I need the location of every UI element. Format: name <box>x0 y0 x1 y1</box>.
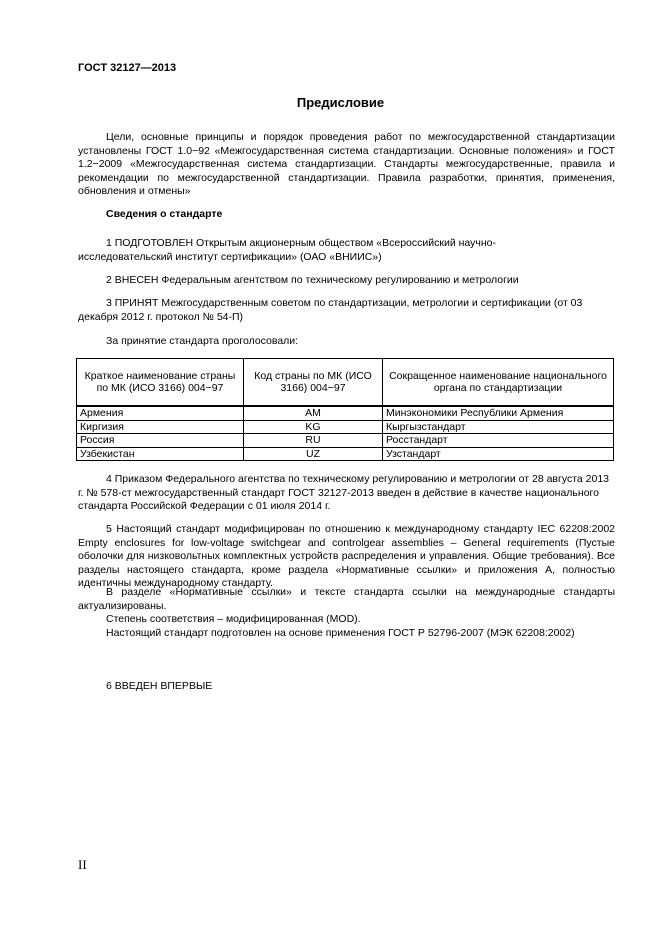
code-cell: RU <box>244 434 383 448</box>
item-3-paragraph: 3 ПРИНЯТ Межгосударственным советом по стандартизации, метрологии и сертификации (от 03 декабря 2012 г. протокол № 54-П) <box>78 297 583 323</box>
item-5-basis-paragraph: Настоящий стандарт подготовлен на основе применения ГОСТ Р 52796-2007 (МЭК 62208:2002) <box>106 627 575 639</box>
country-cell: Узбекистан <box>77 447 244 461</box>
body-cell: Кыргызстандарт <box>383 420 614 434</box>
table-row <box>77 406 614 420</box>
item-5-refs-paragraph: В разделе «Нормативные ссылки» и тексте стандарта ссылки на международные стандарты актуализированы. <box>78 586 615 612</box>
column-header-body: Сокращенное наименование национального органа по стандартизации <box>383 359 614 407</box>
body-cell: Минэкономики Республики Армения <box>383 406 614 420</box>
item-1-paragraph: 1 ПОДГОТОВЛЕН Открытым акционерным обществом «Всероссийский научно-исследовательский институт сертификации» (ОАО «ВНИИС») <box>78 237 496 263</box>
document-header: ГОСТ 32127—2013 <box>78 62 177 74</box>
country-cell: Армения <box>77 406 244 420</box>
intro-paragraph: Цели, основные принципы и порядок проведения работ по межгосударственной стандартизации установлены ГОСТ 1.0−92 «Межгосударственная система стандартизации. Основные положения» и ГОСТ 1.2−2009 «Межгосударственная система стандартизации. Стандарты межгосударственные, правила и рекомендации по межгосударственной стандартизации. Правила разработки, принятия, применения, обновления и отмены» <box>78 131 615 197</box>
page-title: Предисловие <box>296 95 385 110</box>
country-cell: Россия <box>77 434 244 448</box>
vote-intro: За принятие стандарта проголосовали: <box>106 335 299 347</box>
code-cell: UZ <box>244 447 383 461</box>
body-cell: Росстандарт <box>383 434 614 448</box>
item-6-paragraph: 6 ВВЕДЕН ВПЕРВЫЕ <box>106 680 213 692</box>
item-5-degree-paragraph: Степень соответствия – модифицированная (MOD). <box>106 613 361 625</box>
code-cell: KG <box>244 420 383 434</box>
column-header-code: Код страны по МК (ИСО 3166) 004−97 <box>244 359 383 407</box>
item-2-paragraph: 2 ВНЕСЕН Федеральным агентством по техническому регулированию и метрологии <box>106 274 519 286</box>
country-cell: Киргизия <box>77 420 244 434</box>
item-4-paragraph: 4 Приказом Федерального агентства по техническому регулированию и метрологии от 28 августа 2013 г. № 578-ст межгосударственный стандарт ГОСТ 32127-2013 введен в действие в качестве национального стандарта Российской Федерации с 01 июля 2014 г. <box>78 473 610 512</box>
voting-table <box>76 358 614 461</box>
body-cell: Узстандарт <box>383 447 614 461</box>
table-row <box>77 420 614 434</box>
section-subheading: Сведения о стандарте <box>106 208 223 220</box>
code-cell: AM <box>244 406 383 420</box>
column-header-country: Краткое наименование страны по МК (ИСО 3166) 004−97 <box>77 359 244 407</box>
table-row <box>77 434 614 448</box>
page-number: II <box>78 857 87 872</box>
item-5-paragraph: 5 Настоящий стандарт модифицирован по отношению к международному стандарту IEC 62208:2002 Empty enclosures for low-voltage switchgear and controlgear assemblies – General requirements (Пустые оболочки для низковольтных комплектных устройств распределения и управления. Общие требования). Все разделы настоящего стандарта, кроме раздела «Нормативные ссылки» и приложения А, полностью идентичны международному стандарту. <box>78 523 615 589</box>
table-header-row <box>77 359 614 407</box>
table-row <box>77 447 614 461</box>
